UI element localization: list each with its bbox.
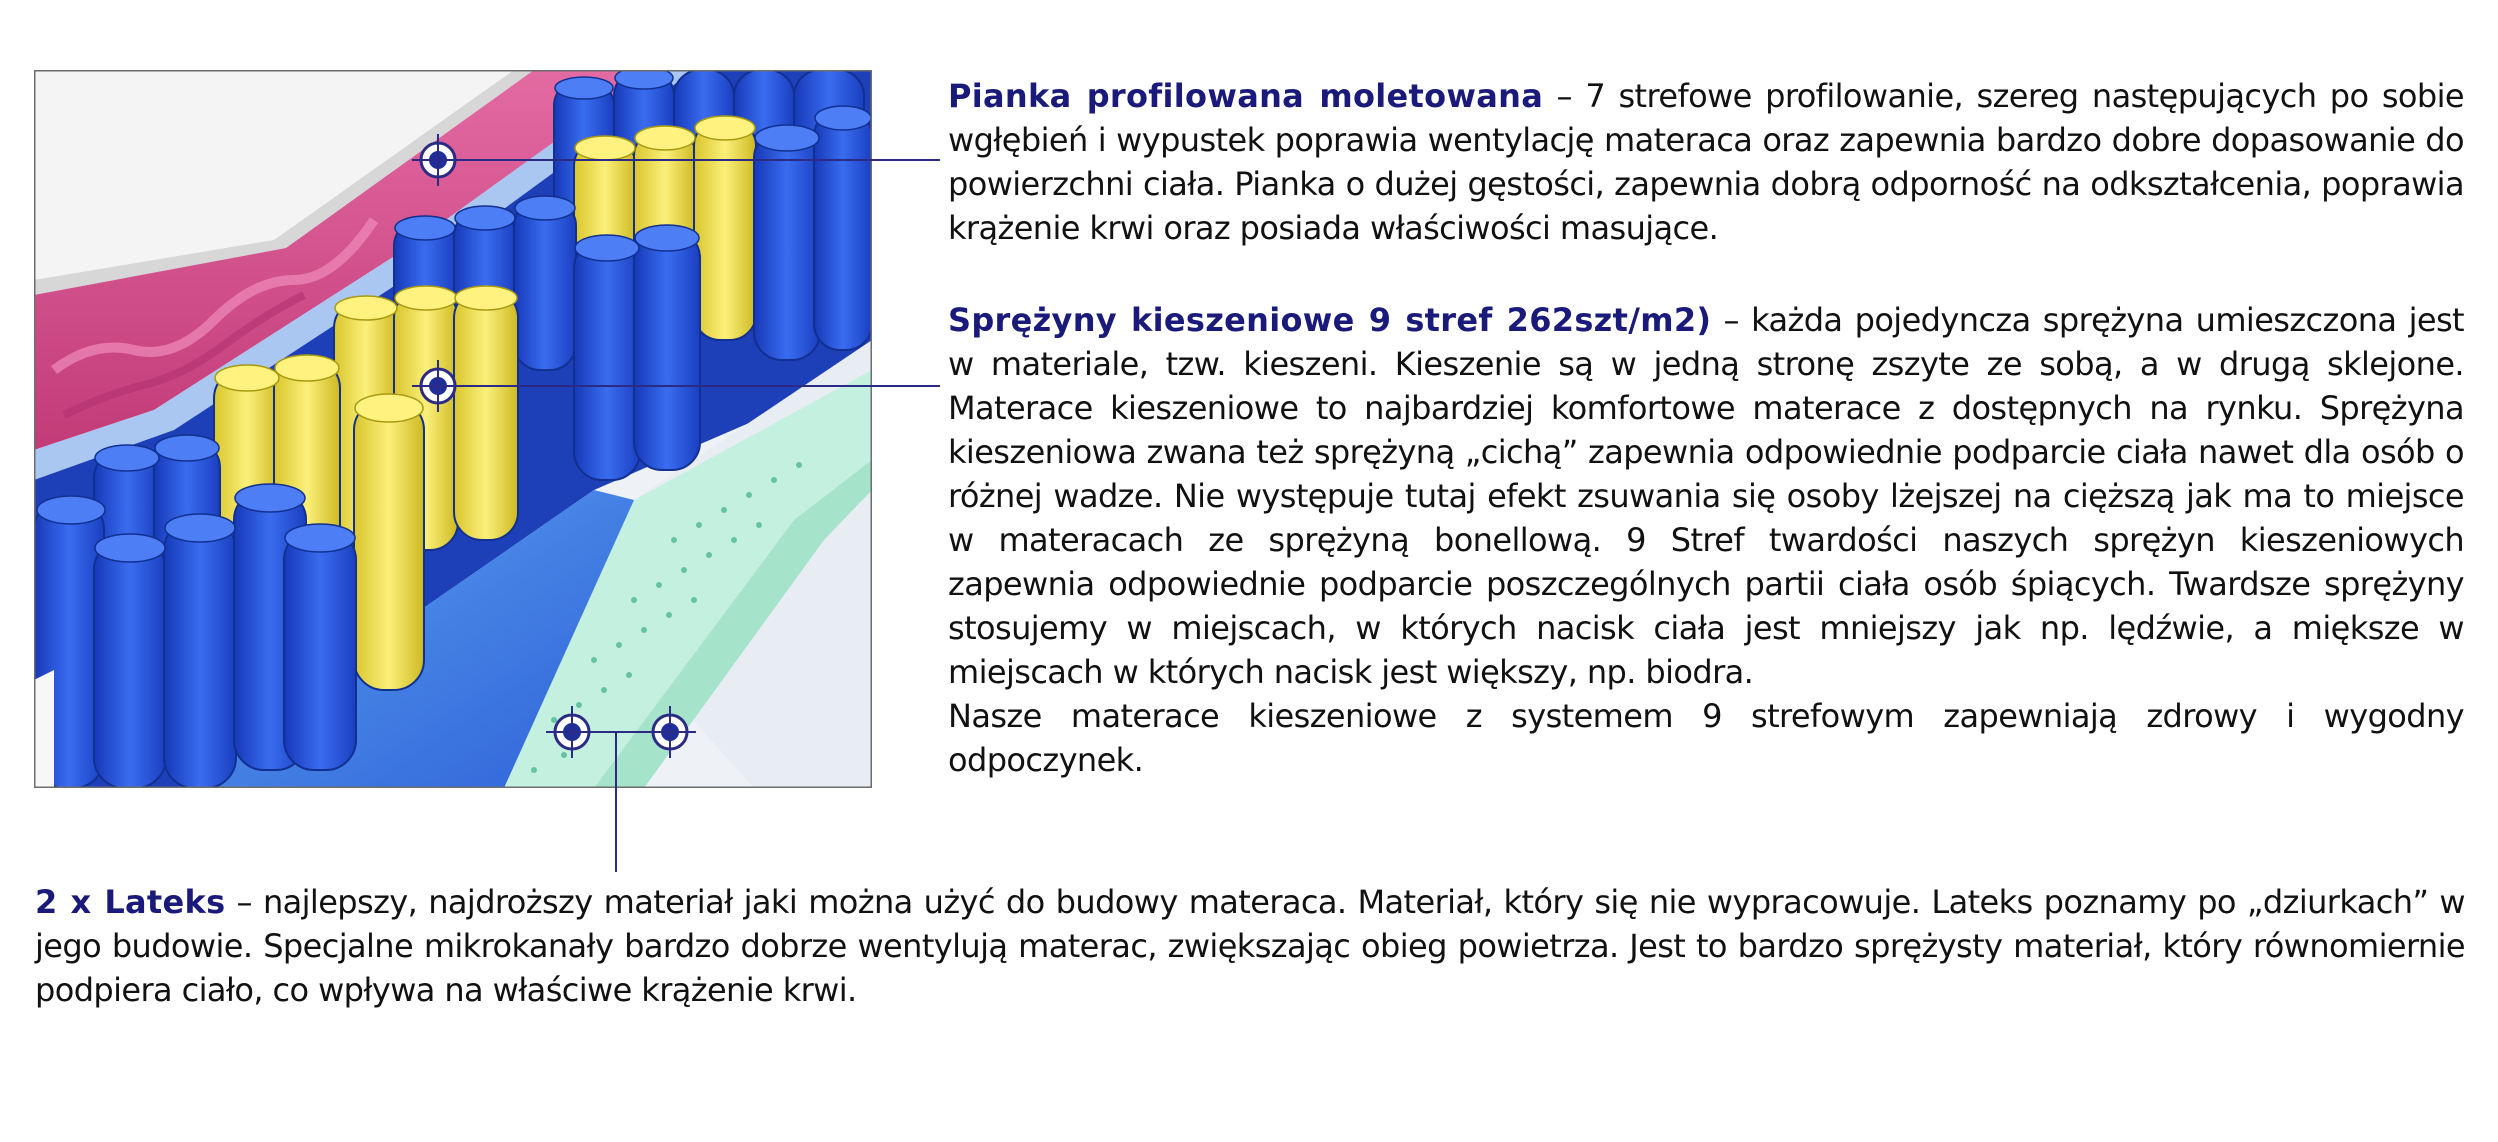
lateks-description	[35, 880, 2465, 1012]
sprezyny-description	[948, 298, 2464, 782]
lateks-heading: 2 x Lateks	[35, 883, 226, 921]
crosshair-target-icon	[546, 706, 598, 758]
pianka-heading: Pianka profilowana moletowana	[948, 77, 1544, 115]
pianka-description	[948, 74, 2464, 250]
pianka-body: – 7 strefowe profilowanie, szereg następujących po sobie wgłębień i wypustek poprawia wentylację materaca oraz zapewnia bardzo dobre dopasowanie do powierzchni ciała. Pianka o dużej gęstości, zapewnia dobrą odporność na odkształcenia, poprawia krążenie krwi oraz posiada właściwości masujące.	[948, 77, 2464, 247]
lateks-body: – najlepszy, najdroższy materiał jaki można użyć do budowy materaca. Materiał, który się nie wypracowuje. Lateks poznamy po „dziurkach” w jego budowie. Specjalne mikrokanały bardzo dobrze wentylują materac, zwiększając obieg powietrza. Jest to bardzo sprężysty materiał, który równomiernie podpiera ciało, co wpływa na właściwe krążenie krwi.	[35, 883, 2466, 1009]
crosshair-target-icon	[644, 706, 696, 758]
sprezyny-closing: Nasze materace kieszeniowe z systemem 9 strefowym zapewniają zdrowy i wygodny odpoczynek.	[948, 697, 2464, 779]
crosshair-target-icon	[412, 360, 464, 412]
sprezyny-body: – każda pojedyncza sprężyna umieszczona jest w materiale, tzw. kieszeni. Kieszenie są w jedną stronę zszyte ze sobą, a w drugą sklejone. Materace kieszeniowe to najbardziej komfortowe materace z dostępnych na rynku. Sprężyna kieszeniowa zwana też sprężyną „cichą” zapewnia odpowiednie podparcie ciała nawet dla osób o różnej wadze. Nie występuje tutaj efekt zsuwania się osoby lżejszej na cięższą jak ma to miejsce w materacach ze sprężyną bonellową. 9 Stref twardości naszych sprężyn kieszeniowych zapewnia odpowiednie podparcie poszczególnych partii ciała osób śpiących. Twardsze sprężyny stosujemy w miejscach, w których nacisk ciała jest mniejszy jak np. lędźwie, a miększe w miejscach w których nacisk jest większy, np. biodra.	[948, 301, 2464, 691]
sprezyny-heading: Sprężyny kieszeniowe 9 stref 262szt/m2)	[948, 301, 1712, 339]
crosshair-target-icon	[412, 134, 464, 186]
